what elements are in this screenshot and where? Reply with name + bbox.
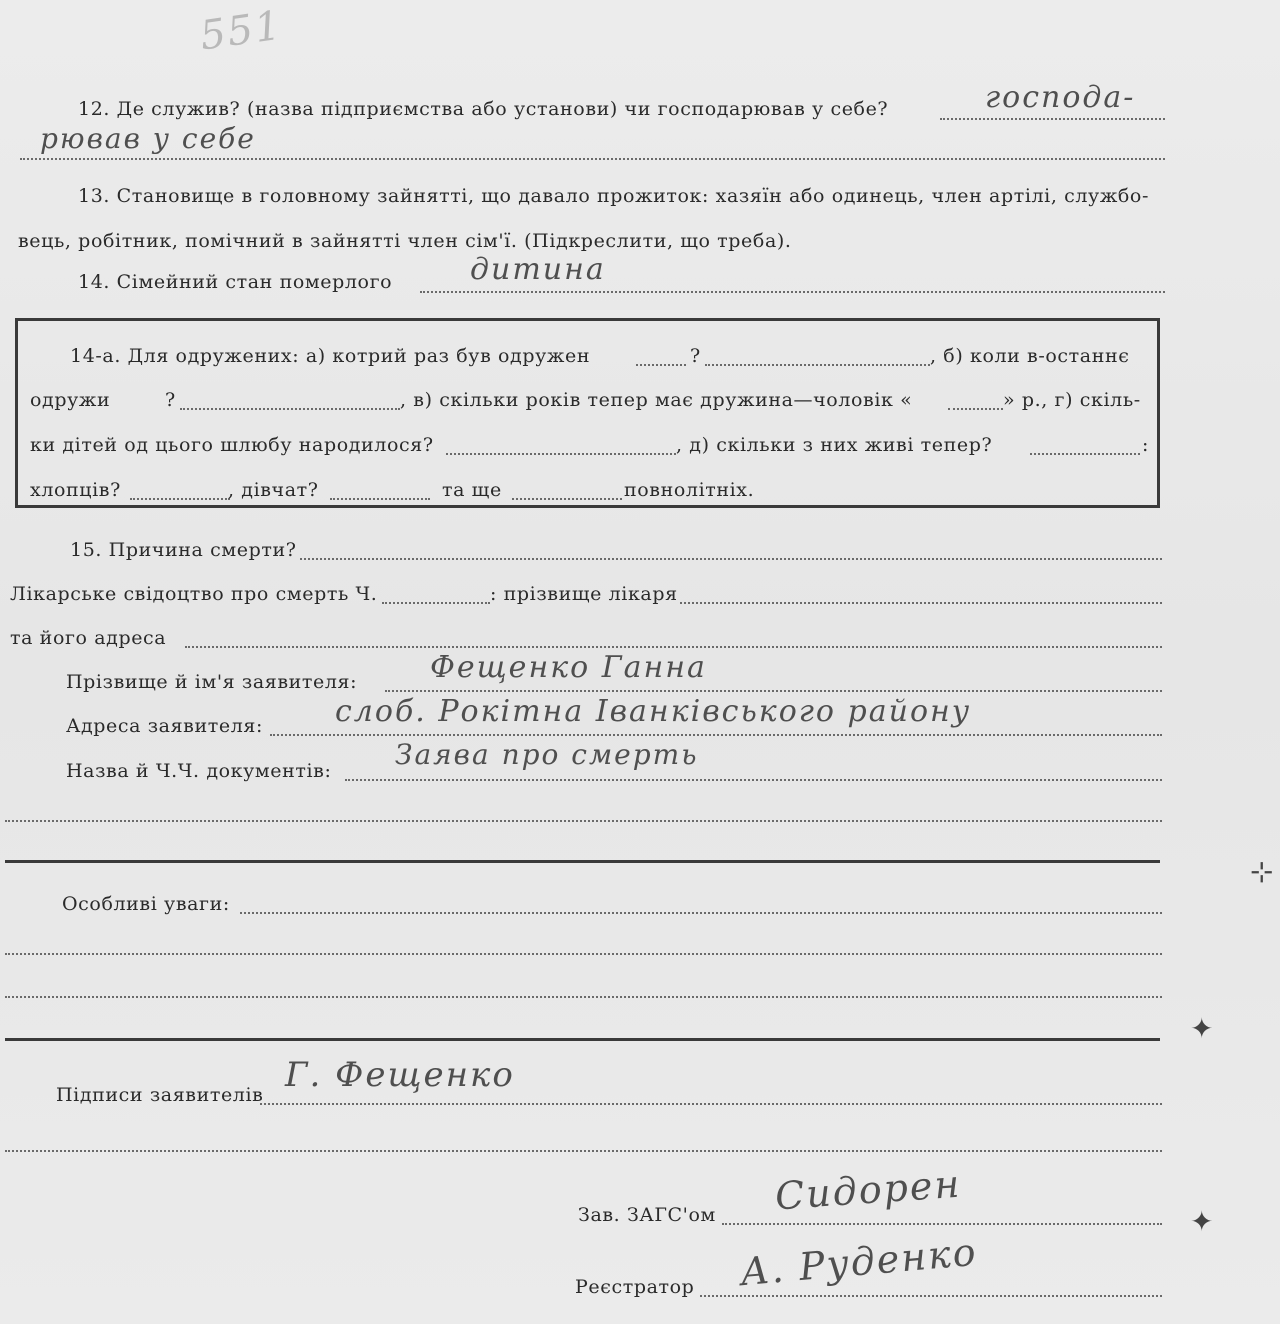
applicants-signature-label: Підписи заявителів: [56, 1084, 264, 1106]
q14a-line3-text: ки дітей од цього шлюбу народилося?: [30, 434, 434, 456]
blank-dotline-2: [5, 1150, 1162, 1152]
q14a-line2-dots-1: [180, 408, 400, 410]
registrar-dots: [700, 1295, 1162, 1297]
q14a-line3-dots-2: [1030, 453, 1140, 455]
head-of-registry-dots: [722, 1223, 1162, 1225]
q14a-line2-question: ?: [165, 389, 176, 411]
doctor-address-dots: [185, 646, 1162, 648]
head-of-registry-label: Зав. ЗАГС'ом: [578, 1204, 716, 1226]
staple-mark-3: ✦: [1190, 1205, 1214, 1238]
registrar-signature: А. Руденко: [738, 1229, 980, 1295]
applicant-name-value: Фещенко Ганна: [430, 650, 707, 685]
q14a-line1-dots-2: [705, 364, 930, 366]
applicant-address-label: Адреса заявителя:: [66, 715, 263, 737]
q12-answer-1: господа-: [985, 80, 1136, 115]
applicant-name-label: Прізвище й ім'я заявителя:: [66, 671, 358, 693]
q14a-line2-mid: , в) скільки років тепер має дружина—чоловік «: [400, 389, 913, 411]
q14-label: 14. Сімейний стан померлого: [78, 271, 393, 293]
medical-cert-label: Лікарське свідоцтво про смерть Ч.: [10, 583, 378, 605]
notes-label: Особливі уваги:: [62, 893, 230, 915]
documents-label: Назва й Ч.Ч. документів:: [66, 760, 332, 782]
q14a-line4-girls: , дівчат?: [228, 479, 319, 501]
q14a-line4-adults: повнолітніх.: [624, 479, 755, 501]
applicants-signature: Г. Фещенко: [285, 1055, 515, 1095]
blank-dotline-1: [5, 820, 1162, 822]
q14a-line2-text: одружи: [30, 389, 111, 411]
q14a-line4-boys: хлопців?: [30, 479, 121, 501]
q14a-line3-mid: , д) скільки з них живі тепер?: [676, 434, 993, 456]
doctor-name-dots: [680, 602, 1162, 604]
q13-line-2: вець, робітник, помічний в зайнятті член сім'ї. (Підкреслити, що треба).: [18, 230, 792, 252]
q12-answer-2: рював у себе: [40, 122, 256, 155]
pencil-archive-number: 551: [197, 2, 286, 60]
q14a-line4-dots-1: [130, 498, 230, 500]
medical-cert-dots: [382, 602, 490, 604]
q14a-line3-colon: :: [1142, 434, 1150, 456]
q13-line-1: 13. Становище в головному зайнятті, що давало прожиток: хазяїн або одинець, член артілі, службо-: [78, 185, 1149, 207]
q15-label: 15. Причина смерти?: [70, 539, 297, 561]
q14a-line3-dots-1: [446, 453, 676, 455]
separator-rule-1: [5, 860, 1160, 863]
q12-dotline-2: [20, 158, 1165, 160]
separator-rule-2: [5, 1038, 1160, 1041]
staple-mark-1: ⊹: [1250, 855, 1274, 888]
documents-dots: [345, 779, 1162, 781]
registrar-label: Реєстратор: [575, 1276, 695, 1298]
doctor-name-label: : прізвище лікаря: [490, 583, 678, 605]
doctor-address-label: та його адреса: [10, 627, 167, 649]
q14a-line1-text: 14-а. Для одружених: а) котрий раз був одружен: [70, 345, 591, 367]
q14-dotline: [420, 291, 1165, 293]
notes-dots-2: [5, 953, 1162, 955]
documents-value: Заява про смерть: [395, 738, 699, 771]
q14a-line1-question: ?: [690, 345, 701, 367]
q14a-line2-dots-2: [948, 408, 1003, 410]
q14a-line2-tail: » р., г) скіль-: [1003, 389, 1141, 411]
q14a-line4-dots-2: [330, 498, 430, 500]
notes-dots-1: [240, 912, 1162, 914]
head-of-registry-signature: Сидорен: [773, 1161, 963, 1219]
q14a-line4-dots-3: [512, 498, 622, 500]
q14a-line1-dots-1: [636, 364, 686, 366]
q14a-line1-tail: , б) коли в-останнє: [930, 345, 1130, 367]
q14a-line4-more: та ще: [442, 479, 502, 501]
q15-dotline: [300, 558, 1162, 560]
q12-label: 12. Де служив? (назва підприємства або установи) чи господарював у себе?: [78, 98, 889, 120]
applicant-address-value: слоб. Рокітна Іванківського району: [335, 694, 972, 729]
q14-answer: дитина: [470, 252, 606, 287]
applicants-signature-dots: [260, 1103, 1162, 1105]
applicant-name-dots: [385, 690, 1162, 692]
applicant-address-dots: [270, 734, 1162, 736]
q12-dotline-1: [940, 118, 1165, 120]
notes-dots-3: [5, 996, 1162, 998]
staple-mark-2: ✦: [1190, 1012, 1214, 1045]
